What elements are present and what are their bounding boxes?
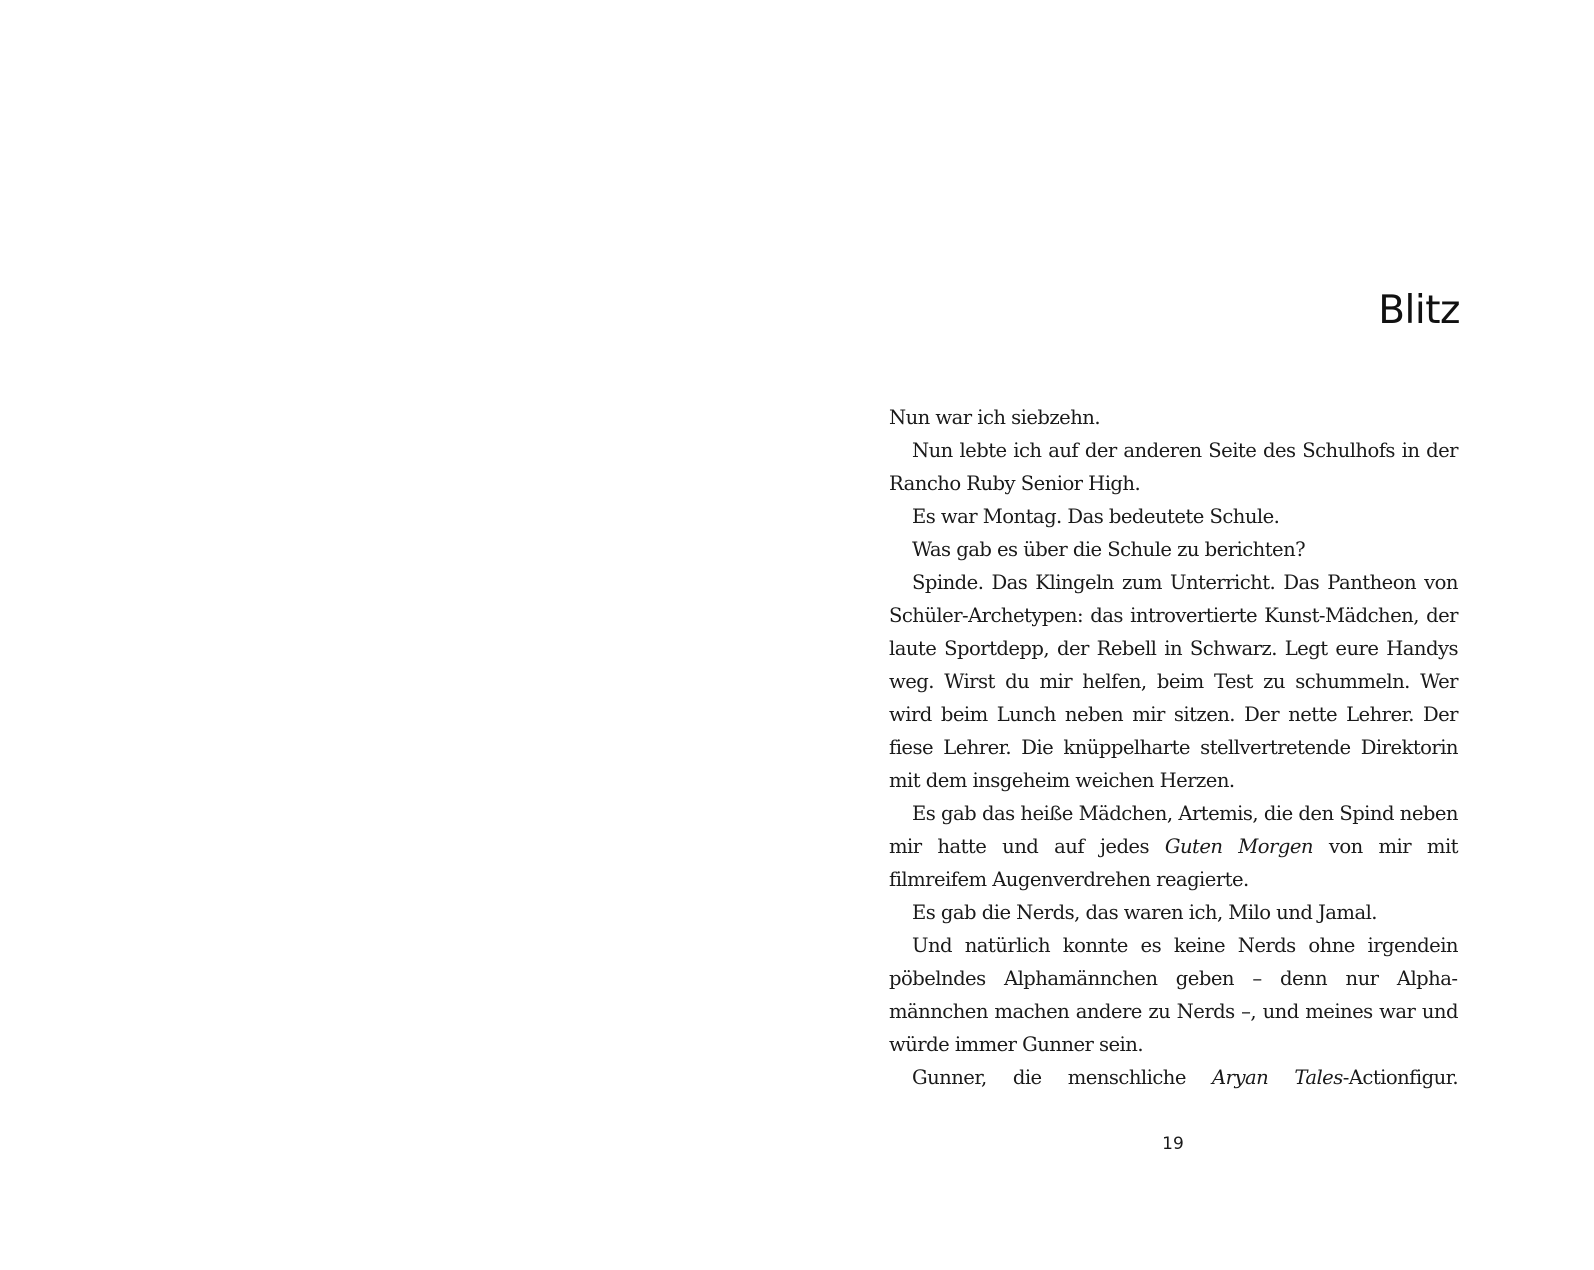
paragraph: Es gab die Nerds, das waren ich, Milo und Jamal.: [912, 901, 1377, 924]
paragraph: [889, 797, 1458, 896]
text-run: Gunner, die menschliche: [912, 1066, 1213, 1089]
text-run: -Actionfigur.: [1342, 1066, 1458, 1089]
paragraph: Nun lebte ich auf der anderen Seite des Schulhofs in der Rancho Ruby Senior High.: [889, 439, 1458, 495]
text-run: von mir mit filmreifem Augenverdrehen reagierte.: [889, 835, 1458, 891]
chapter-title: Blitz: [1378, 288, 1460, 333]
italic-text: Aryan Tales: [1212, 1066, 1343, 1089]
italic-text: Guten Morgen: [1164, 835, 1313, 858]
right-page: [797, 0, 1594, 1270]
paragraph: Nun war ich siebzehn.: [889, 406, 1101, 429]
text-run: Es gab das heiße Mädchen, Artemis, die den Spind neben mir hatte und auf jedes: [889, 802, 1458, 858]
paragraph: Und natürlich konnte es keine Nerds ohne irgendein pöbelndes Alphamännchen geben – denn nur Alphamännchen machen andere zu Nerds –, und meines war und würde immer Gunner sein.: [889, 934, 1458, 1056]
page-number: 19: [1162, 1134, 1184, 1154]
paragraph: [889, 1061, 1458, 1094]
body-text: [889, 401, 1458, 1094]
paragraph: Spinde. Das Klingeln zum Unterricht. Das Pantheon von Schüler-Archetypen: das introvertierte Kunst-Mädchen, der laute Sportdepp, der Rebell in Schwarz. Legt eure Handys weg. Wirst du mir helfen, beim Test zu schummeln. Wer wird beim Lunch neben mir sitzen. Der nette Lehrer. Der fiese Lehrer. Die knüppelharte stellvertretende Direktorin mit dem insgeheim weichen Herzen.: [889, 571, 1458, 792]
paragraph: Es war Montag. Das bedeutete Schule.: [912, 505, 1280, 528]
paragraph: Was gab es über die Schule zu berichten?: [912, 538, 1306, 561]
